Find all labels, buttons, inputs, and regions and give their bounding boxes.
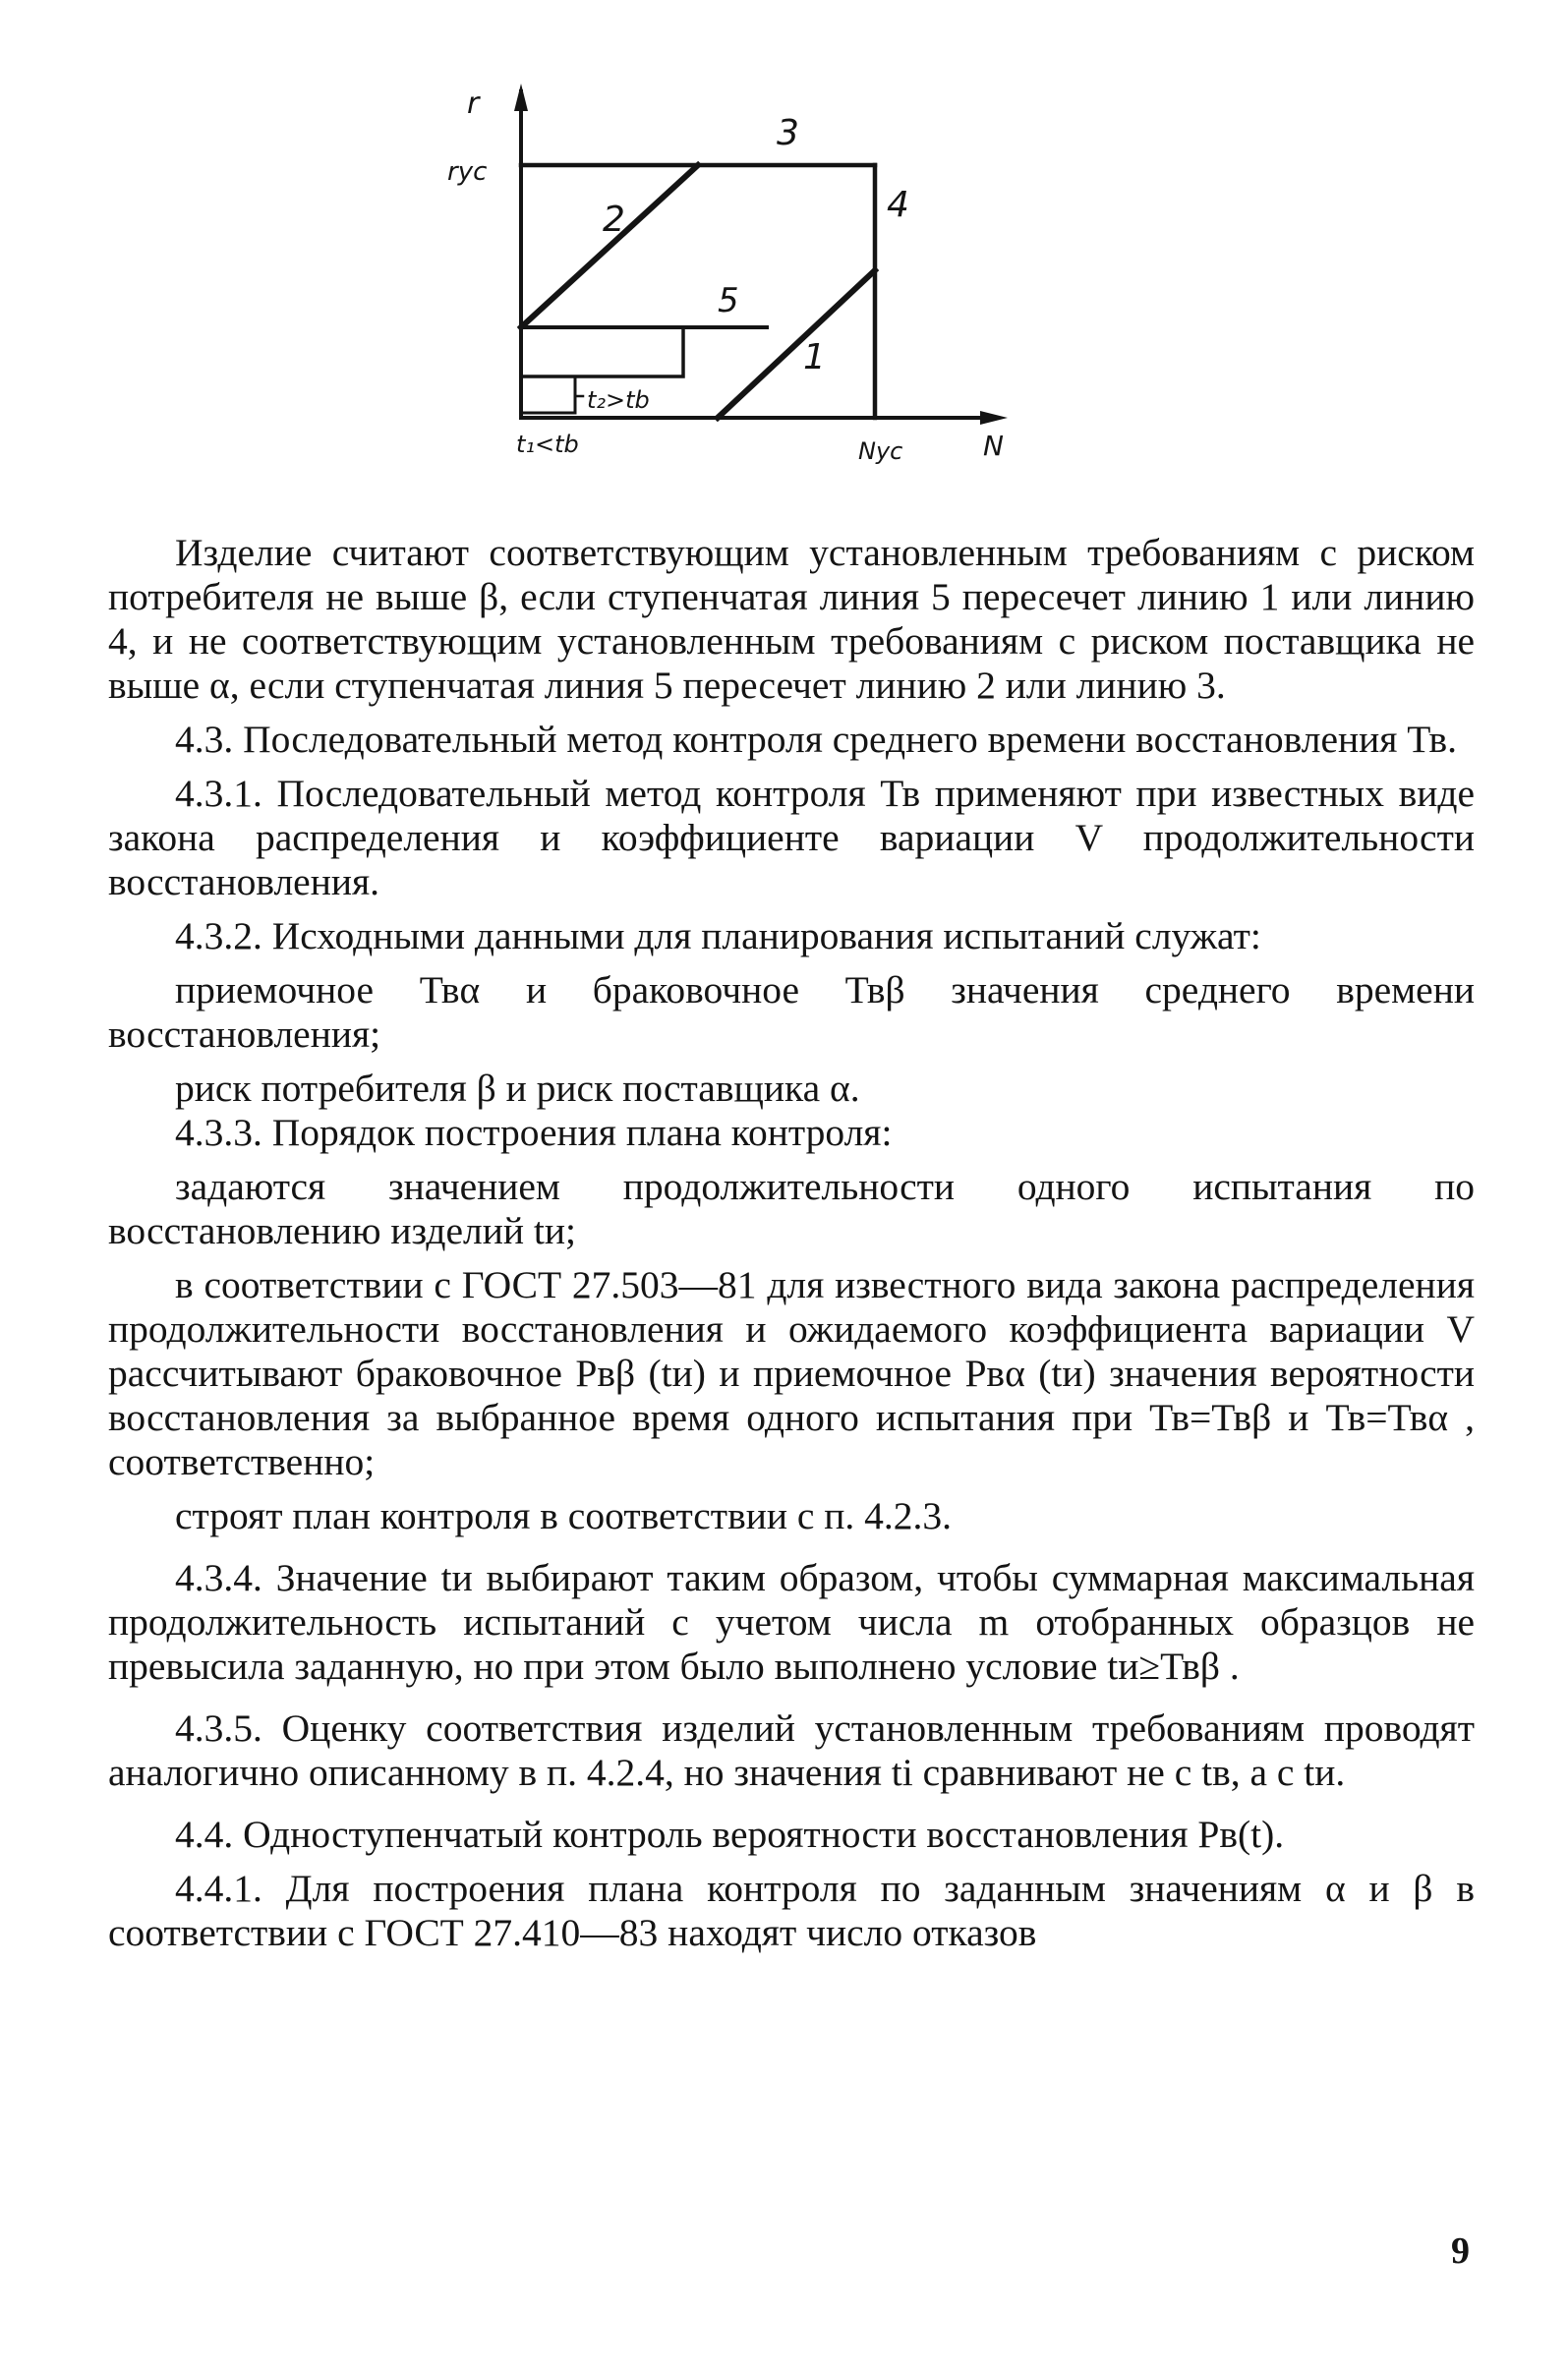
bottom-left-label: t₁<tb [516,431,579,458]
line-label-3: 3 [777,113,799,153]
line-label-4: 4 [887,185,909,225]
paragraph-acceptance: приемочное Твα и браковочное Твβ значения среднего времени восстановления; [108,968,1475,1056]
line-label-2: 2 [603,200,625,240]
y-axis-arrow-icon [514,84,528,111]
line-label-5: 5 [718,281,739,320]
paragraph-4-3-2: 4.3.2. Исходными данными для планирования испытаний служат: [175,914,1261,957]
step-lower [521,376,575,413]
line-label-1: 1 [803,337,826,377]
line-2 [521,165,698,327]
x-axis-arrow-icon [980,411,1008,425]
body-text [108,531,1475,1955]
axis-y-tick-label: rус [447,157,488,187]
axis-x-label: N [983,430,1004,462]
section-4-4-heading: 4.4. Одноступенчатый контроль вероятности восстановления Рв(t). [175,1813,1285,1856]
page-number: 9 [1451,2230,1470,2272]
inner-step-label: t₂>tb [587,386,650,414]
step-outline [521,327,683,376]
axis-y-label: r [467,87,480,121]
axis-x-tick-label: Nус [858,437,903,465]
paragraph-4-3-5: 4.3.5. Оценку соответствия изделий установленным требованиям проводят аналогично описанному в п. 4.2.4, но значения ti сравнивают не с tв, а с tи. [108,1706,1475,1794]
paragraph-risks: риск потребителя β и риск поставщика α. [175,1067,860,1110]
paragraph-test-duration: задаются значением продолжительности одного испытания по восстановлению изделий tи; [108,1165,1475,1252]
paragraph-1: Изделие считают соответствующим установленным требованиям с риском потребителя не выше β, если ступенчатая линия 5 пересечет линию 1 или линию 4, и не соответствующим установленным требованиям с риском поставщика не выше α, если ступенчатая линия 5 пересечет линию 2 или линию 3. [108,531,1475,707]
paragraph-gost-calc: в соответствии с ГОСТ 27.503—81 для известного вида закона распределения продолжительности восстановления и ожидаемого коэффициента вариации V рассчитывают браковочное Рвβ (tи) и приемочное Рвα (tи) значения вероятности восстановления за выбранное время одного испытания при Тв=Твβ и Тв=Твα , соответственно; [108,1263,1475,1483]
line-1 [718,270,875,418]
sequential-test-diagram [447,84,1037,477]
paragraph-4-4-1: 4.4.1. Для построения плана контроля по заданным значениям α и β в соответствии с ГОСТ 27.410—83 находят число отказов [108,1867,1475,1954]
paragraph-4-3-3: 4.3.3. Порядок построения плана контроля: [175,1111,893,1154]
paragraph-4-3-1: 4.3.1. Последовательный метод контроля Тв применяют при известных виде закона распределения и коэффициенте вариации V продолжительности восстановления. [108,772,1475,903]
section-4-3-heading: 4.3. Последовательный метод контроля среднего времени восстановления Тв. [175,718,1457,761]
paragraph-4-3-4: 4.3.4. Значение tи выбирают таким образом, чтобы суммарная максимальная продолжительность испытаний с учетом числа m отобранных образцов не превысила заданную, но при этом было выполнено условие tи≥Твβ . [108,1556,1475,1688]
paragraph-build-plan: строят план контроля в соответствии с п. 4.2.3. [175,1494,953,1537]
